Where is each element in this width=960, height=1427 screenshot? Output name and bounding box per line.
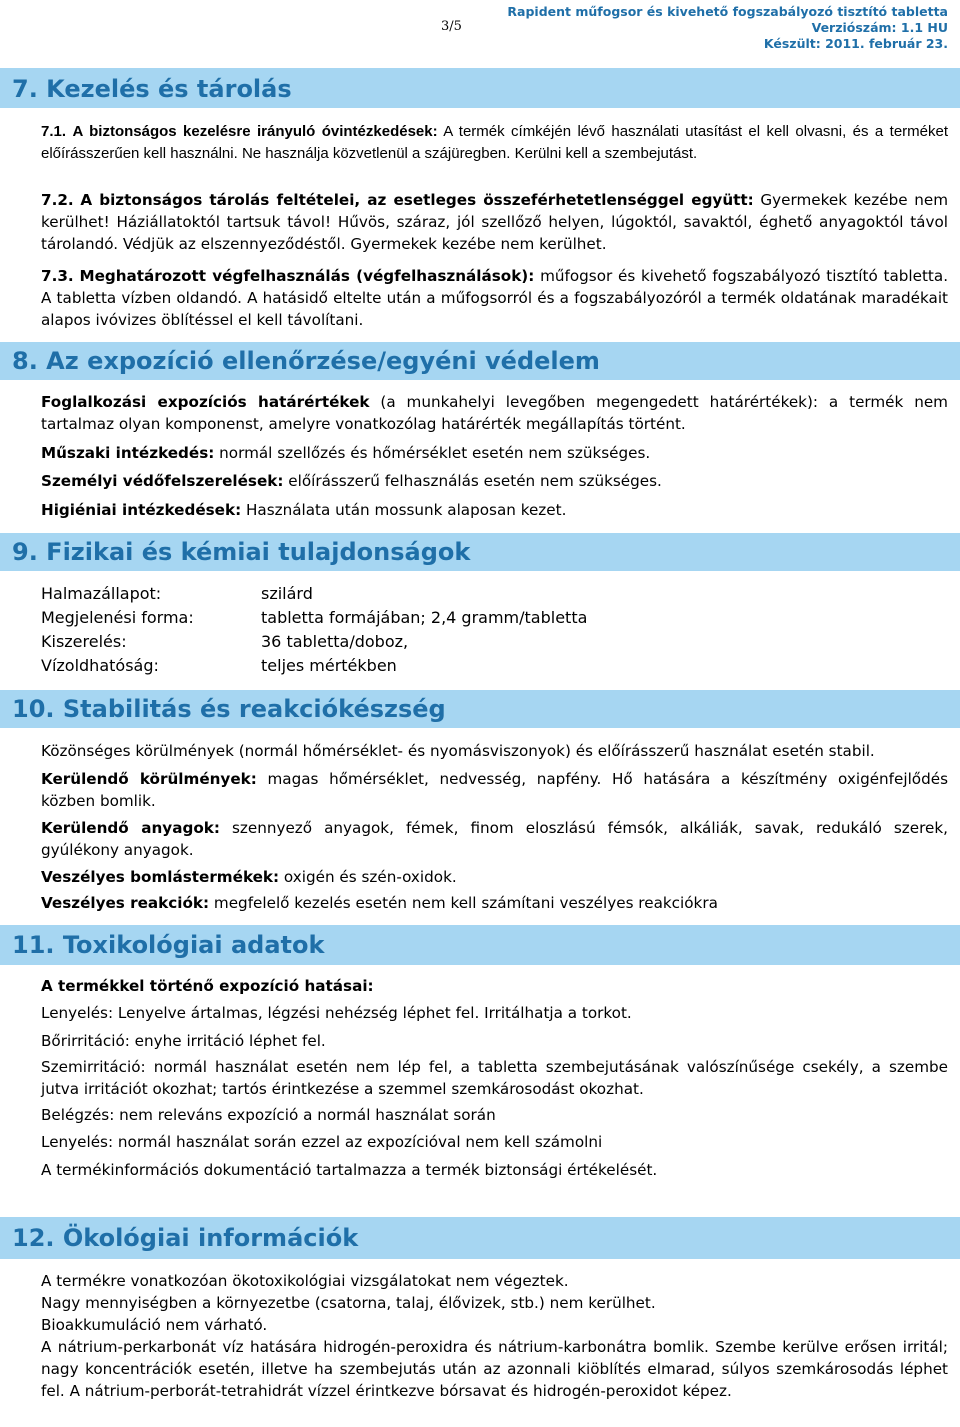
paragraph-number: 7.3. bbox=[41, 267, 74, 285]
eco-line: A nátrium-perkarbonát víz hatására hidrogén-peroxidra és nátrium-karbonátra bomlik. Szembe kerülve erősen irritál; nagy koncentrációk esetén, illetve ha szembejutás után az azonnali kiöblítés elmarad, súlyos szemkárosodás léphet fel. A nátrium-perborát-tetrahidrát vízzel érintkezve bórsavat és hidrogén-peroxidot képez. bbox=[41, 1338, 948, 1400]
section-11-header bbox=[0, 925, 960, 965]
eco-line: A termékre vonatkozóan ökotoxikológiai vizsgálatokat nem végeztek. bbox=[41, 1272, 569, 1290]
product-name: Rapident műfogsor és kivehető fogszabályozó tisztító tabletta bbox=[507, 4, 948, 19]
property-label: Megjelenési forma: bbox=[41, 608, 194, 627]
properties-table bbox=[41, 582, 587, 678]
materials-to-avoid bbox=[41, 817, 948, 861]
section-7-1 bbox=[41, 121, 948, 165]
stability-general: Közönséges körülmények (normál hőmérséklet- és nyomásviszonyok) és előírásszerű használat esetén stabil. bbox=[41, 742, 875, 760]
property-label: Halmazállapot: bbox=[41, 584, 162, 603]
property-label: Kiszerelés: bbox=[41, 632, 127, 651]
eco-line: Bioakkumuláció nem várható. bbox=[41, 1316, 268, 1334]
paragraph-text: A termék címkéjén lévő használati utasítást el kell olvasni, és a terméket előírásszerűen kell használni. Ne használja közvetlenül a szájüregben. Kerülni kell a szembejutást. bbox=[41, 123, 948, 162]
paragraph-heading: Veszélyes reakciók: bbox=[41, 894, 210, 912]
paragraph-number: 7.2. bbox=[41, 191, 74, 209]
paragraph-text: szennyező anyagok, fémek, finom eloszlású fémsók, alkáliák, savak, redukáló szerek, gyúlékony anyagok. bbox=[41, 819, 948, 859]
paragraph-heading: Veszélyes bomlástermékek: bbox=[41, 868, 280, 886]
paragraph-number: 7.1. bbox=[41, 123, 67, 140]
personal-protection bbox=[41, 470, 948, 492]
tox-line: A termékinformációs dokumentáció tartalmazza a termék biztonsági értékelését. bbox=[41, 1161, 658, 1179]
hygiene-measures bbox=[41, 499, 948, 521]
section-7-2 bbox=[41, 189, 948, 255]
section-10-title: 10. Stabilitás és reakciókészség bbox=[12, 695, 446, 723]
document-header bbox=[507, 4, 948, 52]
property-label: Vízoldhatóság: bbox=[41, 656, 159, 675]
section-7-title: 7. Kezelés és tárolás bbox=[12, 75, 292, 103]
tox-line: Lenyelés: Lenyelve ártalmas, légzési nehézség léphet fel. Irritálhatja a torkot. bbox=[41, 1004, 632, 1022]
tox-line: Lenyelés: normál használat során ezzel az expozícióval nem kell számolni bbox=[41, 1133, 603, 1151]
paragraph-heading: Kerülendő anyagok: bbox=[41, 819, 220, 837]
property-row bbox=[41, 606, 587, 630]
paragraph-text: műfogsor és kivehető fogszabályozó tisztító tabletta. A tabletta vízben oldandó. A hatásidő eltelte után a műfogsorról és a fogszabályozóról a termék oldatának maradékait alapos ivóvizes öblítéssel el kell távolítani. bbox=[41, 267, 949, 329]
paragraph-text: megfelelő kezelés esetén nem kell számítani veszélyes reakciókra bbox=[209, 894, 718, 912]
property-row bbox=[41, 630, 587, 654]
version-label: Verziószám: 1.1 HU bbox=[811, 20, 948, 35]
tox-line: Bőrirritáció: enyhe irritáció léphet fel. bbox=[41, 1032, 326, 1050]
section-8-title: 8. Az expozíció ellenőrzése/egyéni védelem bbox=[12, 347, 600, 375]
tox-line: Belégzés: nem releváns expozíció a normál használat során bbox=[41, 1106, 496, 1124]
section-11-title: 11. Toxikológiai adatok bbox=[12, 931, 325, 959]
tox-line: Szemirritáció: normál használat esetén nem lép fel, a tabletta szembejutásának valószínűsége csekély, a szembe jutva irritációt okozhat; tartós érintkezése a szemmel szemkárosodást okozhat. bbox=[41, 1058, 948, 1098]
paragraph-heading: Műszaki intézkedés: bbox=[41, 444, 215, 462]
paragraph-heading: Személyi védőfelszerelések: bbox=[41, 472, 284, 490]
section-8-header bbox=[0, 342, 960, 380]
paragraph-heading: Kerülendő körülmények: bbox=[41, 770, 257, 788]
paragraph-heading: A biztonságos tárolás feltételei, az esetleges összeférhetetlenséggel együtt: bbox=[80, 191, 754, 209]
section-10-header bbox=[0, 690, 960, 728]
property-row bbox=[41, 654, 587, 678]
paragraph-text: magas hőmérséklet, nedvesség, napfény. Hő hatására a készítmény oxigénfejlődés közben bomlik. bbox=[41, 770, 948, 810]
property-value: szilárd bbox=[261, 584, 313, 603]
conditions-to-avoid bbox=[41, 768, 948, 812]
paragraph-text: normál szellőzés és hőmérséklet esetén nem szükséges. bbox=[214, 444, 651, 462]
section-12-title: 12. Ökológiai információk bbox=[12, 1224, 359, 1252]
created-date: Készült: 2011. február 23. bbox=[763, 36, 948, 51]
section-12-header bbox=[0, 1217, 960, 1259]
technical-measures bbox=[41, 442, 948, 464]
section-7-3 bbox=[41, 265, 948, 331]
property-value: teljes mértékben bbox=[261, 656, 397, 675]
section-7-header bbox=[0, 68, 960, 108]
paragraph-text: oxigén és szén-oxidok. bbox=[279, 868, 457, 886]
paragraph-heading: A biztonságos kezelésre irányuló óvintézkedések: bbox=[72, 123, 438, 140]
property-row bbox=[41, 582, 587, 606]
property-value: tabletta formájában; 2,4 gramm/tabletta bbox=[261, 608, 588, 627]
paragraph-heading: Meghatározott végfelhasználás (végfelhasználások): bbox=[79, 267, 535, 285]
paragraph-text: Használata után mossunk alaposan kezet. bbox=[241, 501, 567, 519]
page-number: 3/5 bbox=[441, 19, 462, 34]
hazardous-decomposition bbox=[41, 866, 948, 888]
section-9-header bbox=[0, 533, 960, 571]
hazardous-reactions bbox=[41, 892, 948, 914]
section-9-title: 9. Fizikai és kémiai tulajdonságok bbox=[12, 538, 471, 566]
eco-line: Nagy mennyiségben a környezetbe (csatorna, talaj, élővizek, stb.) nem kerülhet. bbox=[41, 1294, 656, 1312]
paragraph-text: (a munkahelyi levegőben megengedett határértékek): a termék nem tartalmaz olyan komponenst, amelyre vonatkozólag határérték megállapítás történt. bbox=[41, 393, 948, 433]
paragraph-heading: Higiéniai intézkedések: bbox=[41, 501, 242, 519]
exposure-limits bbox=[41, 391, 948, 435]
property-value: 36 tabletta/doboz, bbox=[261, 632, 409, 651]
toxicology-heading: A termékkel történő expozíció hatásai: bbox=[41, 977, 374, 995]
paragraph-heading: Foglalkozási expozíciós határértékek bbox=[41, 393, 370, 411]
paragraph-text: Gyermekek kezébe nem kerülhet! Háziállatoktól tartsuk távol! Hűvös, száraz, jól szellőző helyen, lúgoktól, savaktól, éghető anyagoktól távol tárolandó. Védjük az elszennyeződéstől. Gyermekek kezébe nem kerülhet. bbox=[41, 191, 949, 253]
paragraph-text: előírásszerű felhasználás esetén nem szükséges. bbox=[283, 472, 662, 490]
